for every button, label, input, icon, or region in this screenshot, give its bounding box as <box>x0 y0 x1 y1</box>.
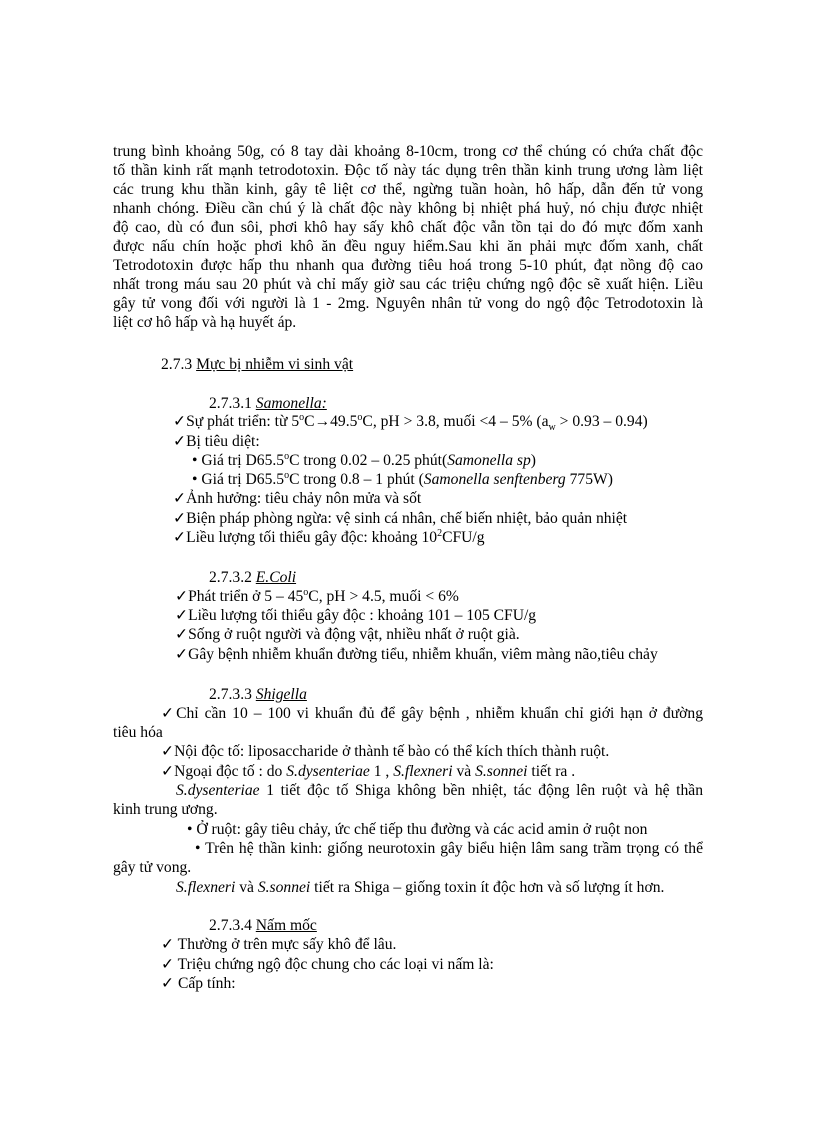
subsection-number: 2.7.3.3 <box>209 686 256 703</box>
intro-line-9: gây tử vong đối với người là 1 - 2mg. Nguyên nhân tử vong do ngộ độc Tetrodotoxin là <box>113 295 703 312</box>
text: • Giá trị D65.5 <box>192 452 285 469</box>
salmonella-effect: ✓Ảnh hưởng: tiêu chảy nôn mửa và sốt <box>173 490 422 507</box>
intro-line-3: các trung khu thần kinh, gây tê liệt cơ thể, ngừng tuần hoàn, hô hấp, dẫn đến tử vong <box>113 181 703 198</box>
subsection-heading-salmonella <box>209 394 327 413</box>
species: S.sonnei <box>475 763 528 780</box>
salmonella-d-value-1 <box>192 451 536 470</box>
subsection-number: 2.7.3.4 <box>209 917 256 934</box>
text: 1 tiết độc tố Shiga không bền nhiệt, tác động lên ruột và hệ thần <box>259 782 703 799</box>
sup: o <box>357 411 363 423</box>
intro-line-4: nhanh chóng. Điều cần chú ý là chất độc này không bị nhiệt phá huỷ, nó chịu được nhiệt <box>113 200 703 217</box>
salmonella-prevention: ✓Biện pháp phòng ngừa: vệ sinh cá nhân, chế biến nhiệt, bảo quản nhiệt <box>173 510 628 527</box>
intro-line-6: được nấu chín hoặc phơi khô ăn đều nguy hiểm.Sau khi ăn phải mực đốm xanh, chất <box>113 238 703 255</box>
ecoli-habitat: ✓Sống ở ruột người và động vật, nhiều nhất ở ruột già. <box>175 626 520 643</box>
text: CFU/g <box>442 529 485 546</box>
text: C→49.5 <box>304 413 358 430</box>
salmonella-killed: ✓Bị tiêu diệt: <box>173 433 260 450</box>
shigella-dose-line-1: ✓Chỉ cần 10 – 100 vi khuẩn đủ để gây bệnh , nhiễm khuẩn chỉ giới hạn ở đường <box>161 705 703 722</box>
species: Samonella sp <box>447 452 531 469</box>
subsection-heading-shigella <box>209 685 307 704</box>
text: C trong 0.8 – 1 phút ( <box>289 471 424 488</box>
subsection-title: Shigella <box>255 686 307 703</box>
text: C, pH > 3.8, muối <4 – 5% (a <box>362 413 549 430</box>
text: tiết ra . <box>527 763 576 780</box>
text: 775W) <box>565 471 613 488</box>
subsection-heading-ecoli <box>209 568 296 587</box>
salmonella-dose <box>173 528 485 547</box>
text: tiết ra Shiga – giống toxin ít độc hơn và số lượng ít hơn. <box>310 879 665 896</box>
species: Samonella senftenberg <box>423 471 566 488</box>
section-heading-2-7-3 <box>161 355 353 374</box>
subsection-title: E.Coli <box>255 569 297 586</box>
shigella-dysenteriae-line-2: kinh trung ương. <box>113 801 218 818</box>
mold-item-3: ✓ Cấp tính: <box>161 975 236 992</box>
text: 1 , <box>369 763 394 780</box>
text: > 0.93 – 0.94) <box>555 413 648 430</box>
sup: o <box>284 450 290 462</box>
sup: 2 <box>437 527 443 539</box>
text: ✓Liều lượng tối thiểu gây độc: khoảng 10 <box>173 529 438 546</box>
text: ✓Sự phát triển: từ 5 <box>173 413 300 430</box>
subsection-heading-mold <box>209 916 317 935</box>
species: S.flexneri <box>176 879 236 896</box>
sub: w <box>548 422 556 434</box>
subsection-title: Samonella: <box>255 395 327 412</box>
salmonella-d-value-2 <box>192 470 613 489</box>
text: C trong 0.02 – 0.25 phút( <box>289 452 448 469</box>
text: và <box>452 763 476 780</box>
intro-line-10: liệt cơ hô hấp và hạ huyết áp. <box>113 314 297 331</box>
ecoli-disease: ✓Gây bệnh nhiễm khuẩn đường tiểu, nhiễm khuẩn, viêm màng não,tiêu chảy <box>175 646 658 663</box>
text: và <box>235 879 258 896</box>
section-title: Mực bị nhiễm vi sinh vật <box>196 356 354 373</box>
shigella-nerve-line-1: • Trên hệ thần kinh: giống neurotoxin gây biểu hiện lâm sang trầm trọng có thể <box>195 840 703 857</box>
text: ✓Phát triển ở 5 – 45 <box>175 588 304 605</box>
mold-item-1: ✓ Thường ở trên mực sấy khô để lâu. <box>161 936 397 953</box>
species: S.flexneri <box>393 763 453 780</box>
shigella-exotoxin <box>161 762 575 781</box>
intro-line-7: Tetrodotoxin được hấp thu nhanh qua đường tiêu hoá trong 5-10 phút, đạt nồng độ cao <box>113 257 703 274</box>
mold-item-2: ✓ Triệu chứng ngộ độc chung cho các loại vi nấm là: <box>161 956 494 973</box>
sup: o <box>299 411 305 423</box>
intro-line-8: nhất trong máu sau 20 phút và chỉ mấy giờ sau các triệu chứng ngộ độc sẽ xuất hiện. Liều <box>113 276 703 293</box>
intro-line-5: độ cao, dù có đun sôi, phơi khô hay sấy khô chất độc vẫn tồn tại do đó mực đốm xanh <box>113 219 703 236</box>
sup: o <box>303 586 309 598</box>
ecoli-growth <box>175 587 459 606</box>
ecoli-dose: ✓Liều lượng tối thiểu gây độc : khoảng 101 – 105 CFU/g <box>175 607 537 624</box>
intro-line-2: tố thần kinh rất mạnh tetrodotoxin. Độc tố này tác dụng trên thần kinh trung ương làm liệt <box>113 162 703 179</box>
shigella-dose-line-2: tiêu hóa <box>113 724 163 741</box>
text: C, pH > 4.5, muối < 6% <box>308 588 459 605</box>
species: S.sonnei <box>257 879 311 896</box>
subsection-title: Nấm mốc <box>255 917 317 934</box>
subsection-number: 2.7.3.2 <box>209 569 256 586</box>
species: S.dysenteriae <box>286 763 370 780</box>
subsection-number: 2.7.3.1 <box>209 395 256 412</box>
text: ) <box>530 452 536 469</box>
shigella-nerve-line-2: gây tử vong. <box>113 859 192 876</box>
shigella-flexneri-sonnei <box>176 878 664 897</box>
shigella-endotoxin: ✓Nội độc tố: liposaccharide ở thành tế bào có thể kích thích thành ruột. <box>161 743 610 760</box>
section-number: 2.7.3 <box>161 356 197 373</box>
species: S.dysenteriae <box>176 782 260 799</box>
salmonella-growth <box>173 411 648 434</box>
shigella-gut: • Ở ruột: gây tiêu chảy, ức chế tiếp thu đường và các acid amin ở ruột non <box>187 821 648 838</box>
sup: o <box>284 469 290 481</box>
intro-line-1: trung bình khoảng 50g, có 8 tay dài khoảng 8-10cm, trong cơ thể chúng có chứa chất độc <box>113 143 703 160</box>
text: ✓Ngoại độc tố : do <box>161 763 287 780</box>
text: • Giá trị D65.5 <box>192 471 285 488</box>
shigella-dysenteriae-line-1 <box>176 781 703 800</box>
